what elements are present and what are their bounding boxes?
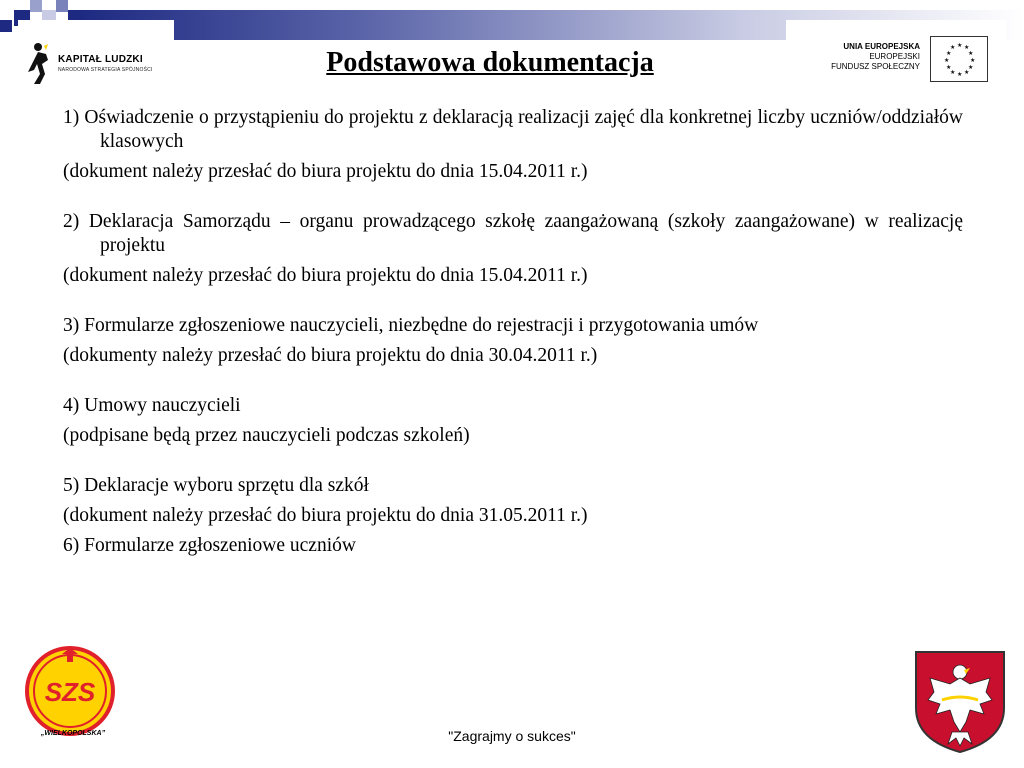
eu-logo xyxy=(786,20,1006,100)
svg-text:★: ★ xyxy=(964,69,970,76)
eu-flag-icon xyxy=(930,36,988,82)
szs-logo-caption: „WIELKOPOLSKA” xyxy=(40,730,106,737)
svg-text:★: ★ xyxy=(968,50,974,57)
svg-text:★: ★ xyxy=(950,44,956,51)
document-list xyxy=(63,106,963,558)
list-item: 2) Deklaracja Samorządu – organu prowadzącego szkołę zaangażowaną (szkoły zaangażowane) w realizację projektu xyxy=(63,211,963,256)
svg-text:★: ★ xyxy=(946,64,952,71)
kapital-ludzki-logo xyxy=(18,20,174,106)
eu-line1: UNIA EUROPEJSKA xyxy=(843,42,920,51)
szs-logo-text: SZS xyxy=(44,677,96,707)
list-item: 1) Oświadczenie o przystąpieniu do projektu z deklaracją realizacji zajęć dla konkretnej liczby uczniów/oddziałów klasowych xyxy=(63,107,963,152)
list-item: 5) Deklaracje wyboru sprzętu dla szkół xyxy=(63,475,369,496)
svg-text:★: ★ xyxy=(946,50,952,57)
list-item: 4) Umowy nauczycieli xyxy=(63,395,241,416)
list-item-note: (dokument należy przesłać do biura projektu do dnia 15.04.2011 r.) xyxy=(63,265,588,286)
svg-text:★: ★ xyxy=(950,69,956,76)
list-item: 6) Formularze zgłoszeniowe uczniów xyxy=(63,535,356,556)
list-item-note: (dokument należy przesłać do biura projektu do dnia 15.04.2011 r.) xyxy=(63,161,588,182)
svg-text:★: ★ xyxy=(968,64,974,71)
eu-line3: FUNDUSZ SPOŁECZNY xyxy=(831,62,920,71)
eu-line2: EUROPEJSKI xyxy=(869,52,920,61)
kapital-ludzki-subtitle: NARODOWA STRATEGIA SPÓJNOŚCI xyxy=(58,67,153,73)
svg-text:★: ★ xyxy=(944,57,950,64)
list-item-note: (dokument należy przesłać do biura projektu do dnia 31.05.2011 r.) xyxy=(63,505,588,526)
svg-text:★: ★ xyxy=(957,71,963,78)
footer-slogan: "Zagrajmy o sukces" xyxy=(448,728,576,744)
page-title: Podstawowa dokumentacja xyxy=(326,47,654,78)
svg-text:★: ★ xyxy=(970,57,976,64)
svg-text:★: ★ xyxy=(957,42,963,49)
wielkopolska-eagle-coat-of-arms-icon xyxy=(912,648,1008,756)
list-item-note: (podpisane będą przez nauczycieli podczas szkoleń) xyxy=(63,425,470,446)
list-item: 3) Formularze zgłoszeniowe nauczycieli, niezbędne do rejestracji i przygotowania umów xyxy=(63,315,759,336)
kapital-ludzki-title: KAPITAŁ LUDZKI xyxy=(58,54,143,65)
svg-text:★: ★ xyxy=(964,44,970,51)
list-item-note: (dokumenty należy przesłać do biura projektu do dnia 30.04.2011 r.) xyxy=(63,345,598,366)
kapital-ludzki-icon xyxy=(26,42,50,86)
